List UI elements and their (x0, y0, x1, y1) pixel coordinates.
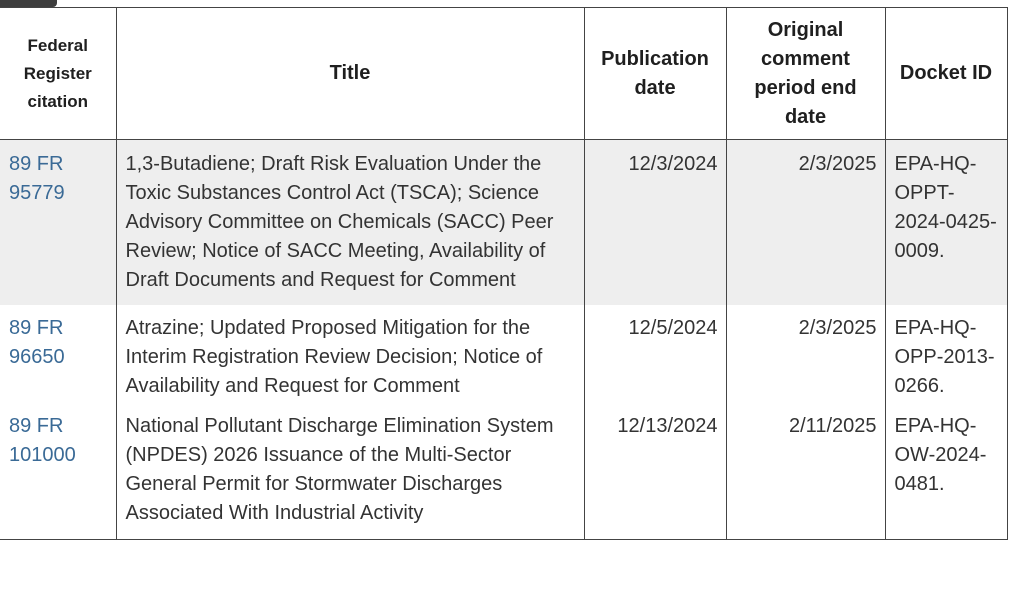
citation-cell (0, 305, 116, 409)
title-cell: 1,3-Butadiene; Draft Risk Evaluation Under the Toxic Substances Control Act (TSCA); Science Advisory Committee on Chemicals (SACC) Peer Review; Notice of SACC Meeting, Availability of Draft Documents and Request for Comment (116, 140, 584, 306)
docket-id-cell: EPA-HQ-OPPT-2024-0425-0009. (885, 140, 1007, 306)
top-tab-handle (0, 0, 57, 7)
title-cell: National Pollutant Discharge Elimination System (NPDES) 2026 Issuance of the Multi-Sector General Permit for Stormwater Discharges Associated With Industrial Activity (116, 409, 584, 540)
federal-register-table (0, 7, 1008, 540)
header-comment-end-date: Original comment period end date (726, 8, 885, 140)
citation-link[interactable]: 89 FR 101000 (9, 415, 76, 466)
citation-cell (0, 140, 116, 306)
table-row (0, 305, 1007, 409)
citation-link[interactable]: 89 FR 95779 (9, 153, 65, 204)
comment-end-date-cell: 2/3/2025 (726, 305, 885, 409)
publication-date-cell: 12/13/2024 (584, 409, 726, 540)
title-cell: Atrazine; Updated Proposed Mitigation for the Interim Registration Review Decision; Notice of Availability and Request for Comment (116, 305, 584, 409)
citation-cell (0, 409, 116, 540)
header-citation: Federal Register citation (0, 8, 116, 140)
comment-end-date-cell: 2/11/2025 (726, 409, 885, 540)
publication-date-cell: 12/3/2024 (584, 140, 726, 306)
citation-link[interactable]: 89 FR 96650 (9, 317, 65, 368)
table-row (0, 140, 1007, 306)
docket-id-cell: EPA-HQ-OPP-2013-0266. (885, 305, 1007, 409)
table-row (0, 409, 1007, 540)
publication-date-cell: 12/5/2024 (584, 305, 726, 409)
docket-id-cell: EPA-HQ-OW-2024-0481. (885, 409, 1007, 540)
table-header-row (0, 8, 1007, 140)
comment-end-date-cell: 2/3/2025 (726, 140, 885, 306)
header-docket-id: Docket ID (885, 8, 1007, 140)
header-publication-date: Publication date (584, 8, 726, 140)
header-title: Title (116, 8, 584, 140)
